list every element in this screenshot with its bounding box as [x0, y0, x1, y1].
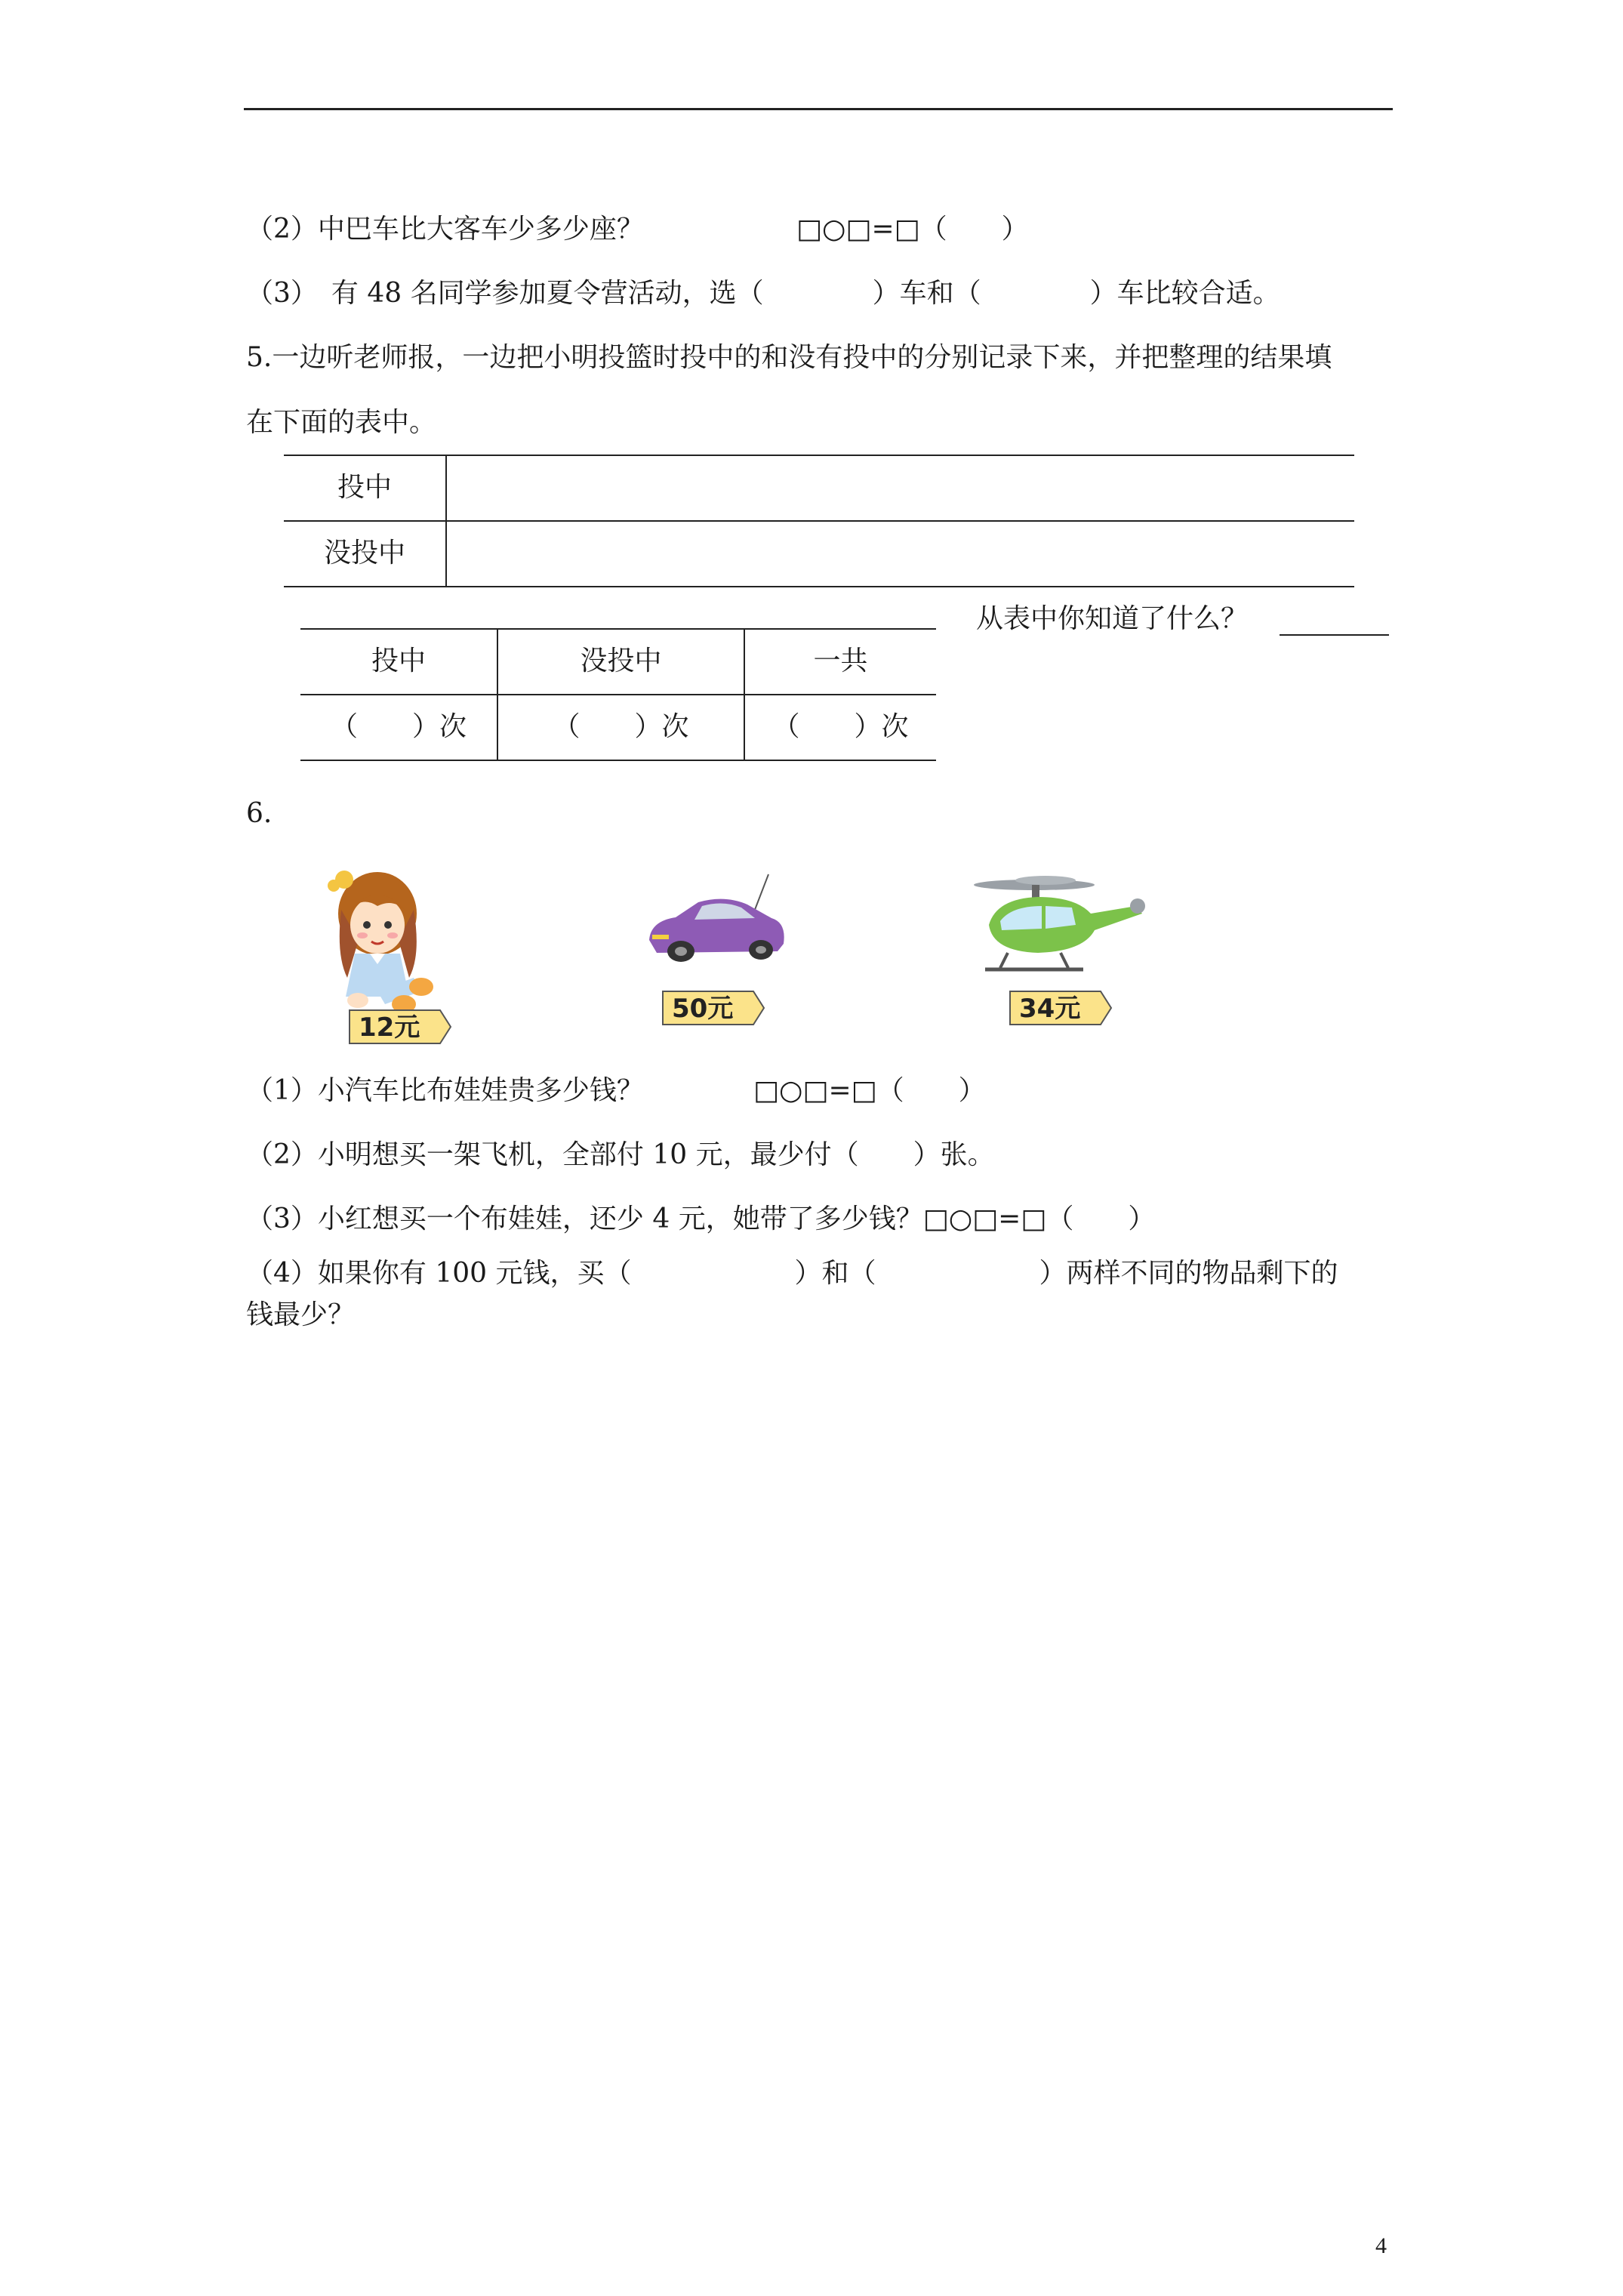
- q6-sub4-line2: 钱最少？: [246, 1299, 356, 1330]
- helicopter-item: [970, 868, 1151, 1024]
- q4-sub3-text: （3） 有 48 名同学参加夏令营活动，选（ ）车和（ ）车比较合适。: [246, 278, 1280, 309]
- record-cell-hit[interactable]: [447, 456, 1353, 519]
- header-rule: [244, 108, 1393, 110]
- summary-header-total: 一共: [813, 646, 868, 676]
- q6-sub1-formula: □○□=□（ ）: [753, 1075, 986, 1106]
- record-row-miss-label: 没投中: [323, 538, 405, 569]
- car-price-tag: [657, 985, 770, 1031]
- q6-sub3-text: （3）小红想买一个布娃娃，还少 4 元，她带了多少钱？□○□=□（ ）: [246, 1203, 1156, 1234]
- summary-cell-total[interactable]: （ ）次: [772, 711, 909, 742]
- q5-answer-blank[interactable]: [1280, 634, 1389, 636]
- record-row-hit-label: 投中: [337, 472, 392, 503]
- q4-sub2-text: （2）中巴车比大客车少多少座？: [246, 214, 644, 245]
- toy-car-item: [642, 868, 793, 1024]
- q5-line2: 在下面的表中。: [246, 407, 437, 438]
- summary-cell-hit[interactable]: （ ）次: [330, 711, 467, 742]
- doll-price: 12元: [359, 1012, 420, 1043]
- summary-cell-miss[interactable]: （ ）次: [553, 711, 689, 742]
- q6-number: 6.: [246, 798, 273, 829]
- q6-sub4-line1: （4）如果你有 100 元钱，买（ ）和（ ）两样不同的物品剩下的: [246, 1258, 1338, 1289]
- q6-sub2-text: （2）小明想买一架飞机，全部付 10 元，最少付（ ）张。: [246, 1139, 995, 1170]
- summary-header-miss: 没投中: [580, 646, 662, 676]
- page-number: 4: [1375, 2233, 1387, 2258]
- helicopter-price: 34元: [1019, 994, 1081, 1024]
- car-price: 50元: [672, 994, 734, 1024]
- q6-sub1-text: （1）小汽车比布娃娃贵多少钱？: [246, 1075, 644, 1106]
- q5-question: 从表中你知道了什么？: [976, 603, 1249, 634]
- q5-line1: 5.一边听老师报，一边把小明投篮时投中的和没有投中的分别记录下来，并把整理的结果填: [246, 342, 1332, 373]
- summary-header-hit: 投中: [371, 646, 426, 676]
- q4-sub2-formula: □○□=□（ ）: [796, 214, 1029, 245]
- doll-price-tag: [343, 1004, 457, 1049]
- helicopter-price-tag: [1004, 985, 1117, 1031]
- doll-item: [325, 864, 445, 1049]
- record-cell-miss[interactable]: [447, 522, 1353, 585]
- toy-car-icon: [642, 868, 793, 982]
- helicopter-icon: [970, 868, 1151, 982]
